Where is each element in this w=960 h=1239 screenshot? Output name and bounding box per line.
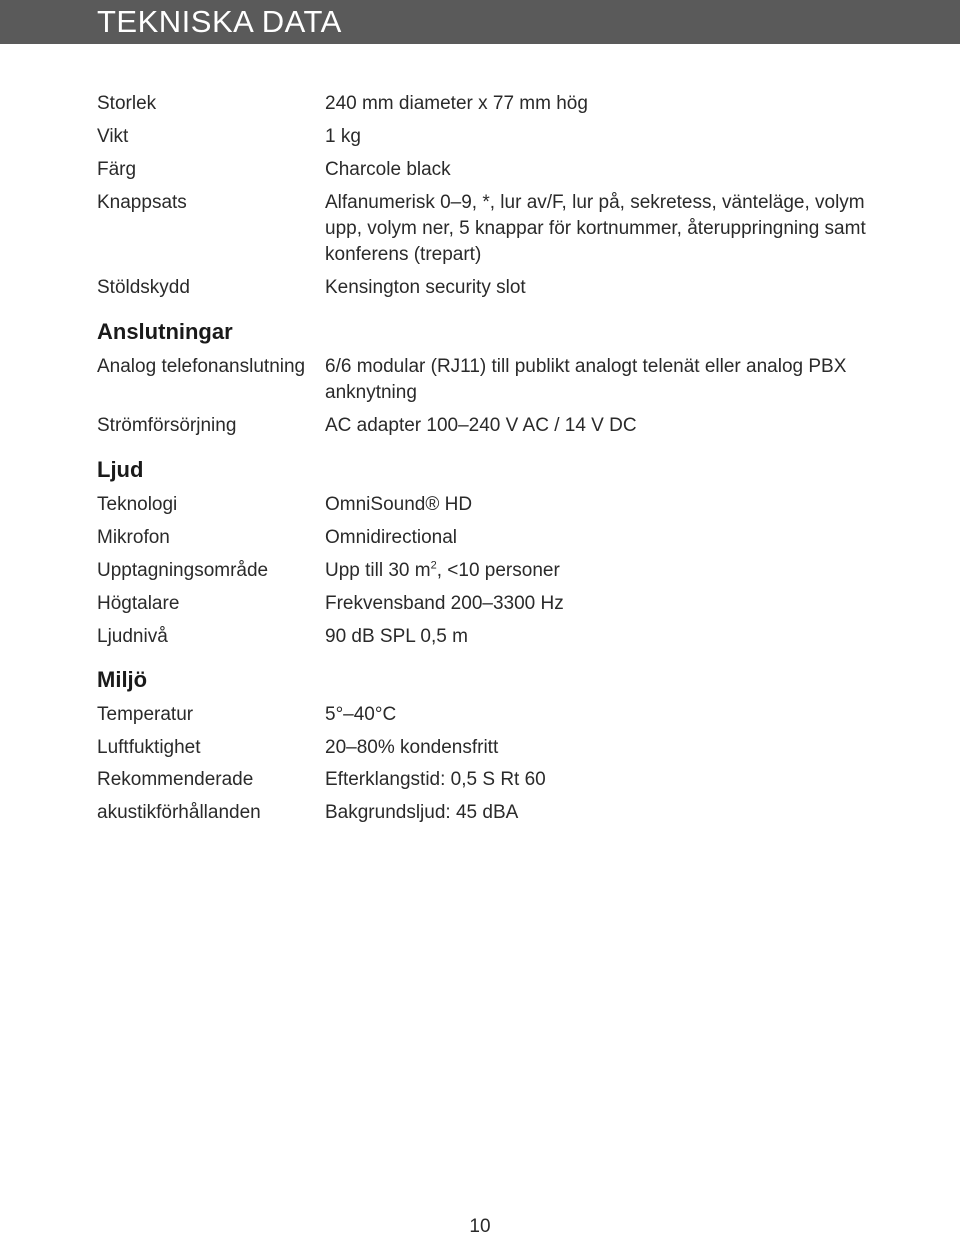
spec-value: Charcole black [325,159,451,180]
spec-value [325,558,885,584]
spec-value: Bakgrundsljud: 45 dBA [325,802,519,823]
section-heading-ljud: Ljud [97,457,144,482]
superscript: 2 [430,559,437,572]
header-band [0,0,960,44]
spec-value: 1 kg [325,126,361,147]
spec-value: 5°–40°C [325,704,397,725]
spec-label: Mikrofon [97,527,170,548]
spec-label: Teknologi [97,494,178,515]
spec-label: Upptagningsområde [97,560,269,581]
spec-label: Luftfuktighet [97,737,201,758]
spec-value: 6/6 modular (RJ11) till publikt analogt telenät eller analog PBX anknytning [325,356,847,403]
spec-value-text: , <10 personer [436,560,560,581]
spec-label: Analog telefonanslutning [97,356,306,377]
spec-label: akustikförhållanden [97,802,261,823]
spec-label: Temperatur [97,704,194,725]
spec-value: Alfanumerisk 0–9, *, lur av/F, lur på, sekretess, vänteläge, volym upp, volym ner, 5 knappar för kortnummer, återuppringning samt konferens (trepart) [325,192,866,265]
spec-value: 90 dB SPL 0,5 m [325,626,468,647]
spec-label: Storlek [97,93,157,114]
spec-label: Strömförsörjning [97,415,237,436]
section-heading-anslutningar: Anslutningar [97,319,233,344]
spec-value: Kensington security slot [325,277,526,298]
spec-label: Ljudnivå [97,626,168,647]
spec-value: 20–80% kondensfritt [325,737,499,758]
spec-label: Högtalare [97,593,180,614]
spec-value: Efterklangstid: 0,5 S Rt 60 [325,769,546,790]
spec-value: 240 mm diameter x 77 mm hög [325,93,588,114]
spec-label: Rekommenderade [97,769,254,790]
spec-value: AC adapter 100–240 V AC / 14 V DC [325,415,637,436]
spec-label: Knappsats [97,192,187,213]
spec-value: OmniSound® HD [325,494,473,515]
page-title: TEKNISKA DATA [97,4,342,39]
spec-value-text: Upp till 30 m [325,560,431,581]
spec-label: Stöldskydd [97,277,190,298]
spec-value: Frekvensband 200–3300 Hz [325,593,564,614]
spec-label: Vikt [97,126,129,147]
spec-label: Färg [97,159,137,180]
section-heading-miljo: Miljö [97,667,148,692]
spec-value: Omnidirectional [325,527,457,548]
page-number: 10 [469,1216,491,1237]
